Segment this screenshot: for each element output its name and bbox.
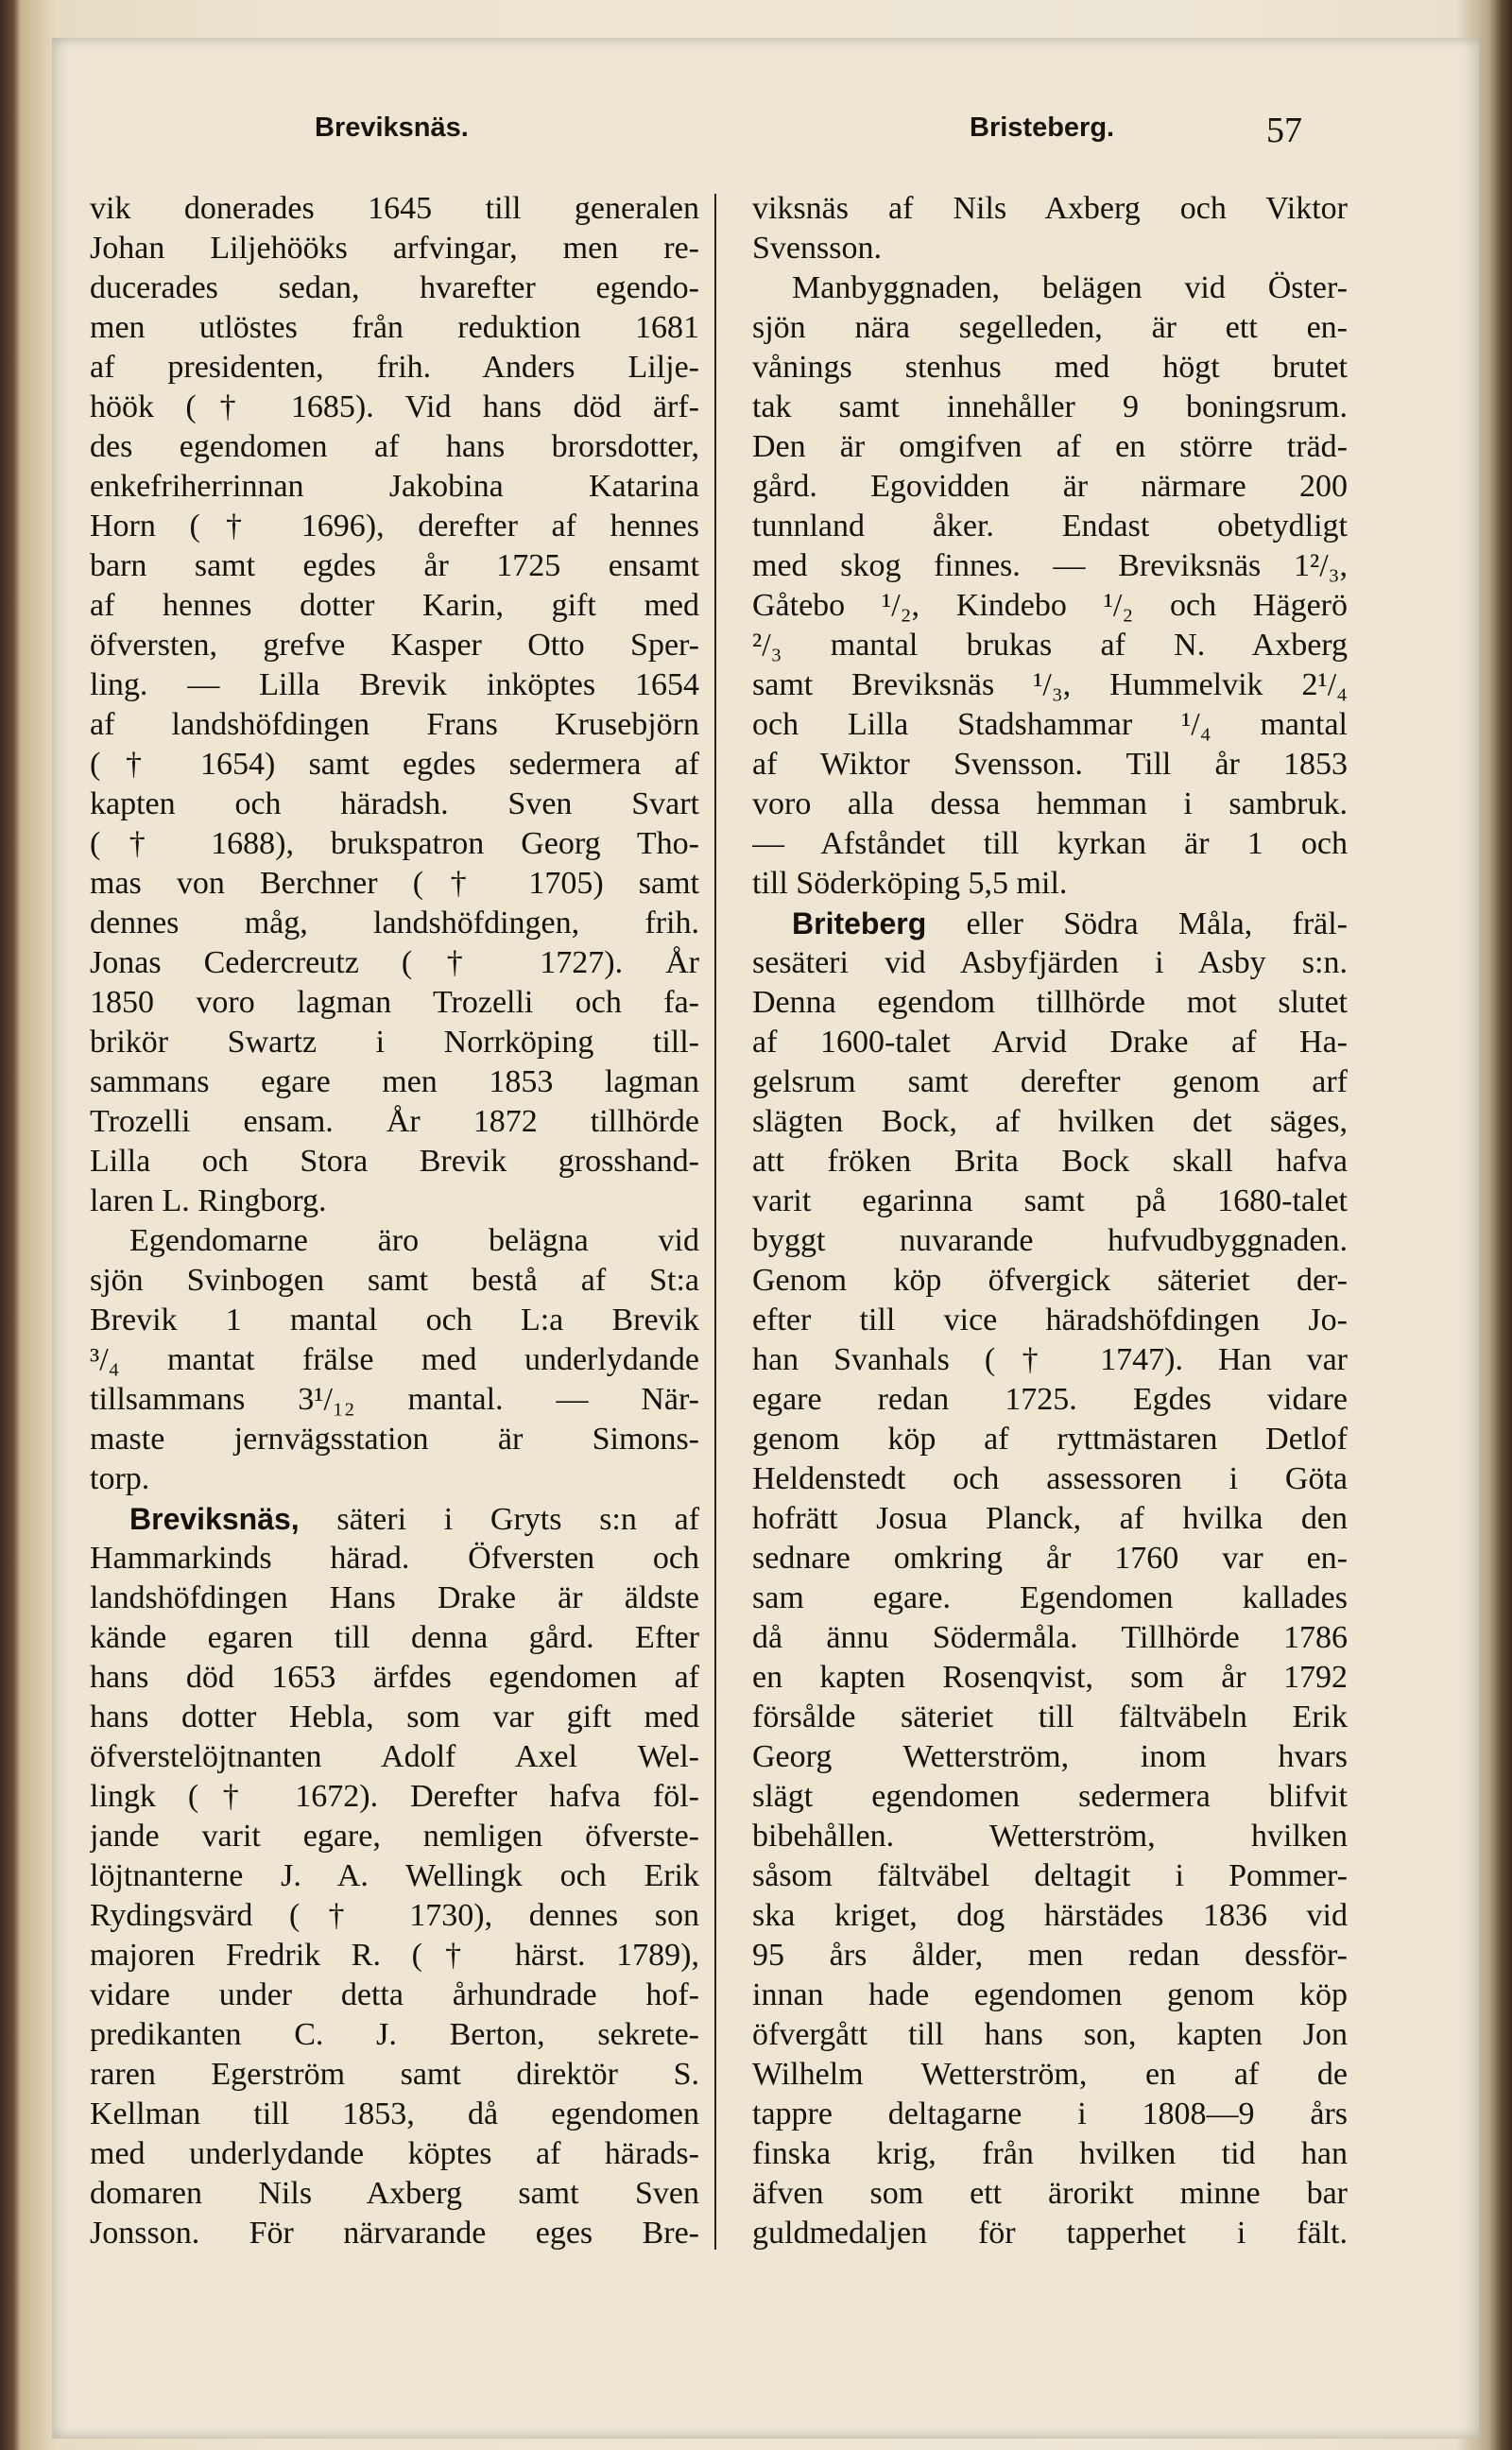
text-line: tappre deltagarne i 1808—9 års bbox=[752, 2096, 1348, 2131]
text-line: vidare under detta århundrade hof- bbox=[90, 1977, 699, 2012]
column-divider bbox=[714, 194, 716, 2250]
left-column bbox=[90, 189, 699, 2253]
text-line: tunnland åker. Endast obetydligt bbox=[752, 509, 1348, 543]
text-line: sam egare. Egendomen kallades bbox=[752, 1580, 1348, 1615]
entry-heading-briteberg: Briteberg bbox=[792, 906, 927, 940]
text-line: vånings stenhus med högt brutet bbox=[752, 350, 1348, 385]
text-line: dennes måg, landshöfdingen, frih. bbox=[90, 906, 699, 940]
text-line: Heldenstedt och assessoren i Göta bbox=[752, 1461, 1348, 1496]
text-line: Kellman till 1853, då egendomen bbox=[90, 2096, 699, 2131]
text-line: öfversten, grefve Kasper Otto Sper- bbox=[90, 628, 699, 663]
text-line: Den är omgifven af en större träd- bbox=[752, 429, 1348, 464]
text-line: Genom köp öfvergick säteriet der- bbox=[752, 1263, 1348, 1298]
text-line: gelsrum samt derefter genom arf bbox=[752, 1064, 1348, 1099]
text-line: brikör Swartz i Norrköping till- bbox=[90, 1025, 699, 1060]
text-line: viksnäs af Nils Axberg och Viktor bbox=[752, 191, 1348, 226]
text-line: sjön nära segelleden, är ett en- bbox=[752, 310, 1348, 345]
text-line: byggt nuvarande hufvudbyggnaden. bbox=[752, 1223, 1348, 1258]
text-line: öfvergått till hans son, kapten Jon bbox=[752, 2017, 1348, 2052]
text-line: höök († 1685). Vid hans död ärf- bbox=[90, 389, 699, 424]
text-line: varit egarinna samt på 1680-talet bbox=[752, 1183, 1348, 1218]
text-line: Johan Liljehööks arfvingar, men re- bbox=[90, 231, 699, 266]
text-line: såsom fältväbel deltagit i Pommer- bbox=[752, 1858, 1348, 1893]
text-line: försålde säteriet till fältväbeln Erik bbox=[752, 1699, 1348, 1734]
text-line: slägt egendomen sedermera blifvit bbox=[752, 1779, 1348, 1814]
text-line: 95 års ålder, men redan dessför- bbox=[752, 1938, 1348, 1973]
text-line: sesäteri vid Asbyfjärden i Asby s:n. bbox=[752, 945, 1348, 980]
text-line: landshöfdingen Hans Drake är äldste bbox=[90, 1580, 699, 1615]
text-line: Rydingsvärd († 1730), dennes son bbox=[90, 1898, 699, 1933]
text-line: han Svanhals († 1747). Han var bbox=[752, 1342, 1348, 1377]
text-line bbox=[752, 904, 1348, 943]
text-line: bibehållen. Wetterström, hvilken bbox=[752, 1819, 1348, 1854]
text-line: sammans egare men 1853 lagman bbox=[90, 1064, 699, 1099]
text-line: Manbyggnaden, belägen vid Öster- bbox=[792, 270, 1348, 305]
text-line: sednare omkring år 1760 var en- bbox=[752, 1541, 1348, 1576]
text-line: mas von Berchner († 1705) samt bbox=[90, 866, 699, 901]
text-line: hans död 1653 ärfdes egendomen af bbox=[90, 1660, 699, 1695]
text-line: Jonsson. För närvarande eges Bre- bbox=[90, 2216, 699, 2251]
text-line bbox=[90, 1499, 699, 1539]
text-line: Georg Wetterström, inom hvars bbox=[752, 1739, 1348, 1774]
text-line: slägten Bock, af hvilken det säges, bbox=[752, 1104, 1348, 1139]
text-line: — Afståndet till kyrkan är 1 och bbox=[752, 826, 1348, 861]
text-line: och Lilla Stadshammar ¹/₄ mantal bbox=[752, 707, 1348, 742]
text-line: Gåtebo ¹/₂, Kindebo ¹/₂ och Hägerö bbox=[752, 588, 1348, 623]
text-line: Horn († 1696), derefter af hennes bbox=[90, 509, 699, 543]
text-line: innan hade egendomen genom köp bbox=[752, 1977, 1348, 2012]
text-line: gård. Egovidden är närmare 200 bbox=[752, 469, 1348, 504]
text-line: Lilla och Stora Brevik grosshand- bbox=[90, 1144, 699, 1179]
text-line: löjtnanterne J. A. Wellingk och Erik bbox=[90, 1858, 699, 1893]
text-line: († 1654) samt egdes sedermera af bbox=[90, 747, 699, 782]
text-line: hofrätt Josua Planck, af hvilka den bbox=[752, 1501, 1348, 1536]
text-line: äfven som ett ärorikt minne bar bbox=[752, 2176, 1348, 2211]
text-line: Trozelli ensam. År 1872 tillhörde bbox=[90, 1104, 699, 1139]
text-line: lingk († 1672). Derefter hafva föl- bbox=[90, 1779, 699, 1814]
text-line: efter till vice häradshöfdingen Jo- bbox=[752, 1303, 1348, 1337]
right-column bbox=[752, 189, 1348, 2253]
text-line: att fröken Brita Bock skall hafva bbox=[752, 1144, 1348, 1179]
text-line: majoren Fredrik R. († härst. 1789), bbox=[90, 1938, 699, 1973]
text-line: voro alla dessa hemman i sambruk. bbox=[752, 786, 1348, 821]
text-line: Jonas Cedercreutz († 1727). År bbox=[90, 945, 699, 980]
text-line: genom köp af ryttmästaren Detlof bbox=[752, 1422, 1348, 1457]
text-line: af Wiktor Svensson. Till år 1853 bbox=[752, 747, 1348, 782]
text-line: men utlöstes från reduktion 1681 bbox=[90, 310, 699, 345]
text-line: tillsammans 3¹/₁₂ mantal. — När- bbox=[90, 1382, 699, 1417]
text-line: barn samt egdes år 1725 ensamt bbox=[90, 548, 699, 583]
text-line: Hammarkinds härad. Öfversten och bbox=[90, 1541, 699, 1576]
text-line: ³/₄ mantat frälse med underlydande bbox=[90, 1342, 699, 1377]
text-line: sjön Svinbogen samt bestå af St:a bbox=[90, 1263, 699, 1298]
text-line: maste jernvägsstation är Simons- bbox=[90, 1422, 699, 1457]
text-line: enkefriherrinnan Jakobina Katarina bbox=[90, 469, 699, 504]
text-line: med skog finnes. — Breviksnäs 1²/₃, bbox=[752, 548, 1348, 583]
running-title-right: Bristeberg. bbox=[970, 112, 1115, 143]
entry-heading-line-text: säteri i Gryts s:n af bbox=[336, 1502, 699, 1537]
text-line: laren L. Ringborg. bbox=[90, 1183, 327, 1218]
text-line: kapten och häradsh. Sven Svart bbox=[90, 786, 699, 821]
text-line: samt Breviksnäs ¹/₃, Hummelvik 2¹/₄ bbox=[752, 667, 1348, 702]
text-line: († 1688), brukspatron Georg Tho- bbox=[90, 826, 699, 861]
text-line: Svensson. bbox=[752, 231, 882, 266]
text-line: Egendomarne äro belägna vid bbox=[129, 1223, 699, 1258]
text-line: af 1600-talet Arvid Drake af Ha- bbox=[752, 1025, 1348, 1060]
text-line: af landshöfdingen Frans Krusebjörn bbox=[90, 707, 699, 742]
text-line: egare redan 1725. Egdes vidare bbox=[752, 1382, 1348, 1417]
text-line: Brevik 1 mantal och L:a Brevik bbox=[90, 1303, 699, 1337]
text-line: vik donerades 1645 till generalen bbox=[90, 191, 699, 226]
text-line: ducerades sedan, hvarefter egendo- bbox=[90, 270, 699, 305]
text-line: torp. bbox=[90, 1461, 150, 1496]
entry-heading-breviksnas: Breviksnäs, bbox=[129, 1502, 300, 1536]
text-line: hans dotter Hebla, som var gift med bbox=[90, 1699, 699, 1734]
text-line: öfverstelöjtnanten Adolf Axel Wel- bbox=[90, 1739, 699, 1774]
text-line: till Söderköping 5,5 mil. bbox=[752, 866, 1068, 901]
text-line: ling. — Lilla Brevik inköptes 1654 bbox=[90, 667, 699, 702]
text-line: raren Egerström samt direktör S. bbox=[90, 2057, 699, 2092]
page-number: 57 bbox=[1266, 111, 1302, 150]
text-line: domaren Nils Axberg samt Sven bbox=[90, 2176, 699, 2211]
text-line: ²/₃ mantal brukas af N. Axberg bbox=[752, 628, 1348, 663]
text-line: ska kriget, dog härstädes 1836 vid bbox=[752, 1898, 1348, 1933]
text-line: tak samt innehåller 9 boningsrum. bbox=[752, 389, 1348, 424]
text-line: af presidenten, frih. Anders Lilje- bbox=[90, 350, 699, 385]
text-line: Denna egendom tillhörde mot slutet bbox=[752, 985, 1348, 1020]
text-line: med underlydande köptes af härads- bbox=[90, 2136, 699, 2171]
text-line: en kapten Rosenqvist, som år 1792 bbox=[752, 1660, 1348, 1695]
text-line: af hennes dotter Karin, gift med bbox=[90, 588, 699, 623]
text-line: des egendomen af hans brorsdotter, bbox=[90, 429, 699, 464]
text-line: kände egaren till denna gård. Efter bbox=[90, 1620, 699, 1655]
text-line: 1850 voro lagman Trozelli och fa- bbox=[90, 985, 699, 1020]
text-line: finska krig, från hvilken tid han bbox=[752, 2136, 1348, 2171]
entry-heading-line-text: eller Södra Måla, fräl- bbox=[966, 906, 1348, 941]
running-title-left: Breviksnäs. bbox=[315, 112, 469, 143]
text-line: då ännu Södermåla. Tillhörde 1786 bbox=[752, 1620, 1348, 1655]
text-line: predikanten C. J. Berton, sekrete- bbox=[90, 2017, 699, 2052]
text-line: guldmedaljen för tapperhet i fält. bbox=[752, 2216, 1348, 2251]
text-line: Wilhelm Wetterström, en af de bbox=[752, 2057, 1348, 2092]
text-line: jande varit egare, nemligen öfverste- bbox=[90, 1819, 699, 1854]
